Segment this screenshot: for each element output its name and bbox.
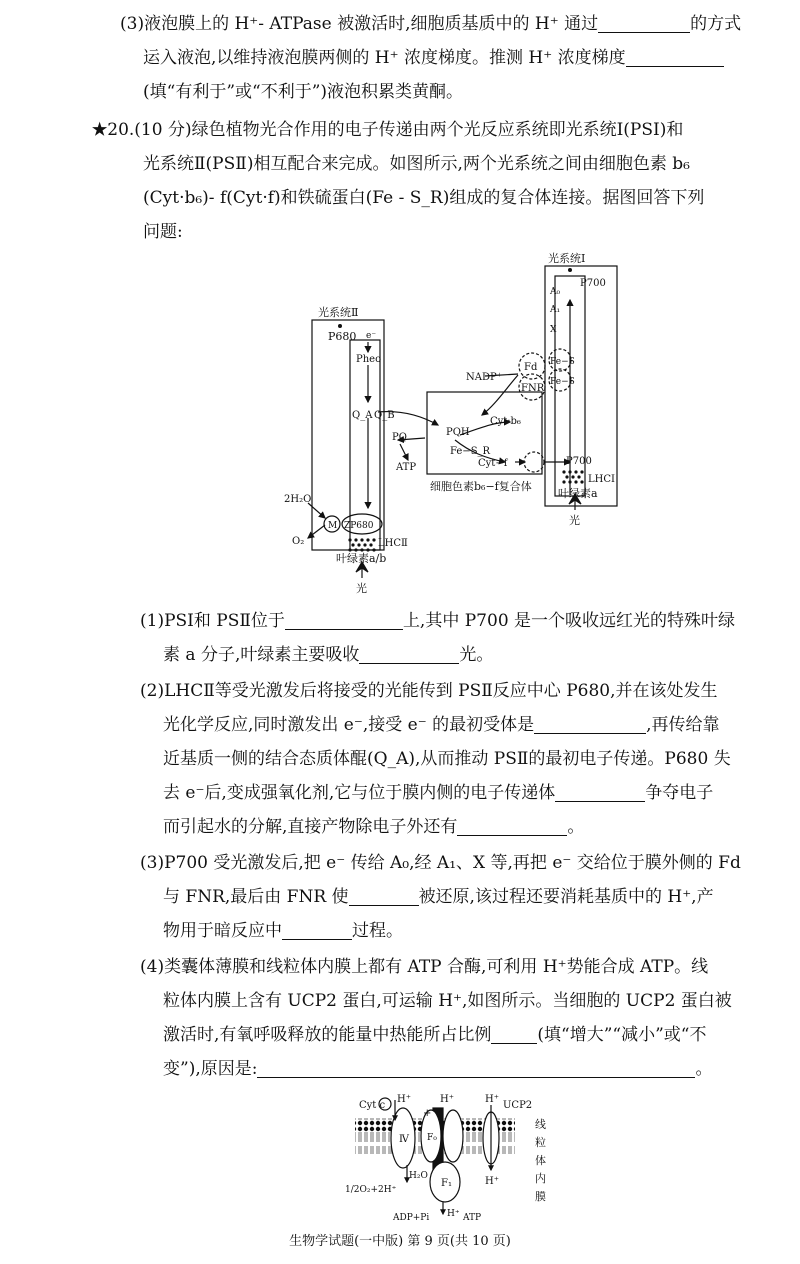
chlorophyll-dots-ps1 xyxy=(562,470,583,483)
side-label-4: 内 xyxy=(535,1172,546,1185)
cytc-label: Cyt c xyxy=(359,1100,386,1111)
o2-label: O₂ xyxy=(292,536,305,547)
qa-label: Q_A xyxy=(352,410,373,421)
atp-label2: ATP xyxy=(463,1213,482,1223)
page-footer: 生物学试题(一中版) 第 9 页(共 10 页) xyxy=(289,1234,511,1249)
q20-3-line3: 物用于暗反应中 过程。 xyxy=(163,921,403,941)
answer-blank[interactable] xyxy=(359,643,459,664)
f1-label: F₁ xyxy=(441,1178,452,1189)
q20-1-line1: (1)PSⅠ和 PSⅡ位于 上,其中 P700 是一个吸收远红光的特殊叶绿 xyxy=(140,611,736,631)
side-label-5: 膜 xyxy=(535,1190,546,1203)
fo-label: F₀ xyxy=(427,1133,437,1143)
h2o-label: 2H₂O xyxy=(284,494,312,505)
q19-3-line3: (填“有利于”或“不利于”)液泡积累类黄酮。 xyxy=(143,82,464,102)
p680-label: P680 xyxy=(328,330,357,343)
p700-top-label: P700 xyxy=(580,278,606,289)
ps1-title: 光系统Ⅰ xyxy=(548,252,586,265)
p700-bot-label: P700 xyxy=(566,456,592,467)
q19-3-line2: 运入液泡,以维持液泡膜两侧的 H⁺ 浓度梯度。推测 H⁺ 浓度梯度 xyxy=(143,42,724,74)
plus-sign: + xyxy=(423,1108,432,1119)
q20-4-line2: 粒体内膜上含有 UCP2 蛋白,可运输 H⁺,如图所示。当细胞的 UCP2 蛋白被 xyxy=(163,991,732,1011)
adp-label: ADP+Pi xyxy=(393,1213,430,1223)
h-plus-4: H⁺ xyxy=(485,1176,499,1187)
lhc2-label: LHCⅡ xyxy=(378,538,408,549)
ps2-title: 光系统Ⅱ xyxy=(318,306,359,319)
pqh-label: PQH xyxy=(446,427,470,438)
fes-label: Fe−S_R xyxy=(450,446,491,457)
atp-label: ATP xyxy=(396,462,417,473)
x-label: X xyxy=(550,325,557,335)
answer-blank[interactable] xyxy=(349,885,419,906)
a1-label: A₁ xyxy=(550,305,561,315)
fes2-label: Fe−S xyxy=(550,377,575,387)
light-label-ps2: 光 xyxy=(356,582,367,595)
answer-blank[interactable] xyxy=(555,781,645,802)
answer-blank[interactable] xyxy=(285,609,403,630)
pheo-label: Pheo xyxy=(356,354,382,365)
e-minus-label: e⁻ xyxy=(366,331,377,341)
q19-3-line1: (3)液泡膜上的 H⁺- ATPase 被激活时,细胞质基质中的 H⁺ 通过 的方式 xyxy=(120,14,742,34)
h-plus-1: H⁺ xyxy=(397,1094,411,1105)
qb-label: Q_B xyxy=(374,410,395,421)
mito-membrane-diagram xyxy=(345,1090,575,1225)
fo-subunit-2 xyxy=(443,1110,463,1162)
fes1-label: Fe−S xyxy=(550,357,575,367)
q20-line1: ★20.(10 分)绿色植物光合作用的电子传递由两个光反应系统即光系统Ⅰ(PSⅠ)和 xyxy=(92,120,684,140)
q20-4-line4: 变”),原因是: 。 xyxy=(163,1059,713,1079)
star-icon: ★ xyxy=(92,120,108,140)
answer-blank[interactable] xyxy=(598,12,690,33)
zp680-label: ZP680 xyxy=(344,521,374,531)
answer-blank[interactable] xyxy=(491,1023,537,1044)
fnr-label: FNR xyxy=(521,383,545,394)
ps2-inner xyxy=(350,340,380,550)
side-label-3: 体 xyxy=(535,1154,546,1167)
answer-blank[interactable] xyxy=(626,46,724,67)
answer-blank[interactable] xyxy=(257,1057,695,1078)
h-plus-2: H⁺ xyxy=(440,1094,454,1105)
q20-1-line2: 素 a 分子,叶绿素主要吸收 光。 xyxy=(163,645,494,665)
q20-3-line1: (3)P700 受光激发后,把 e⁻ 传给 A₀,经 A₁、X 等,再把 e⁻ 交给位于膜外侧的 Fd xyxy=(140,853,741,873)
q20-2-line4: 去 e⁻后,变成强氧化剂,它与位于膜内侧的电子传递体 争夺电子 xyxy=(163,783,714,803)
q20-4-line3: 激活时,有氧呼吸释放的能量中热能所占比例 (填“增大”“减小”或“不 xyxy=(163,1025,707,1045)
h-plus-3: H⁺ xyxy=(485,1094,499,1105)
light-label-ps1: 光 xyxy=(569,514,580,527)
o2-eq-label: 1/2O₂+2H⁺ xyxy=(345,1185,397,1195)
q20-line3: (Cyt·b₆)- f(Cyt·f)和铁硫蛋白(Fe - S_R)组成的复合体连接。据图回答下列 xyxy=(143,188,705,208)
fd-label: Fd xyxy=(524,362,538,373)
h2o-label2: H₂O xyxy=(409,1171,428,1181)
q20-2-line3: 近基质一侧的结合态质体醌(Q_A),从而推动 PSⅡ的最初电子传递。P680 失 xyxy=(163,749,731,769)
q20-3-line2: 与 FNR,最后由 FNR 使 被还原,该过程还要消耗基质中的 H⁺,产 xyxy=(163,887,714,907)
m-label: M xyxy=(328,521,338,531)
side-label-1: 线 xyxy=(535,1118,546,1131)
complex-label: 细胞色素b₆−f复合体 xyxy=(430,480,532,493)
answer-blank[interactable] xyxy=(457,815,567,836)
h-plus-5: H⁺ xyxy=(447,1209,460,1219)
cytf-label: Cyt−f xyxy=(478,458,508,469)
q20-2-line1: (2)LHCⅡ等受光激发后将接受的光能传到 PSⅡ反应中心 P680,并在该处发生 xyxy=(140,681,718,701)
side-label-2: 粒 xyxy=(535,1136,546,1149)
nadp-label: NADP⁺ xyxy=(466,372,502,383)
chl-ab-label: 叶绿素a/b xyxy=(336,552,387,565)
lhc1-label: LHCⅠ xyxy=(588,474,615,485)
q20-4-line1: (4)类囊体薄膜和线粒体内膜上都有 ATP 合酶,可利用 H⁺势能合成 ATP。线 xyxy=(140,957,709,977)
a0-label: A₀ xyxy=(550,287,561,297)
answer-blank[interactable] xyxy=(534,713,646,734)
q20-line4: 问题: xyxy=(143,222,183,242)
pq-label: PQ xyxy=(392,432,407,443)
cytb6-label: Cyt·b₆ xyxy=(490,416,521,427)
q20-2-line5: 而引起水的分解,直接产物除电子外还有 。 xyxy=(163,817,585,837)
chl-a-label: 叶绿素a xyxy=(558,487,598,500)
answer-blank[interactable] xyxy=(282,919,352,940)
iv-label: Ⅳ xyxy=(399,1134,409,1145)
photosystem-diagram xyxy=(270,240,670,600)
ucp2-label: UCP2 xyxy=(503,1100,533,1111)
q20-line2: 光系统Ⅱ(PSⅡ)相互配合来完成。如图所示,两个光系统之间由细胞色素 b₆ xyxy=(143,154,690,174)
q20-2-line2: 光化学反应,同时激发出 e⁻,接受 e⁻ 的最初受体是 ,再传给靠 xyxy=(163,715,720,735)
